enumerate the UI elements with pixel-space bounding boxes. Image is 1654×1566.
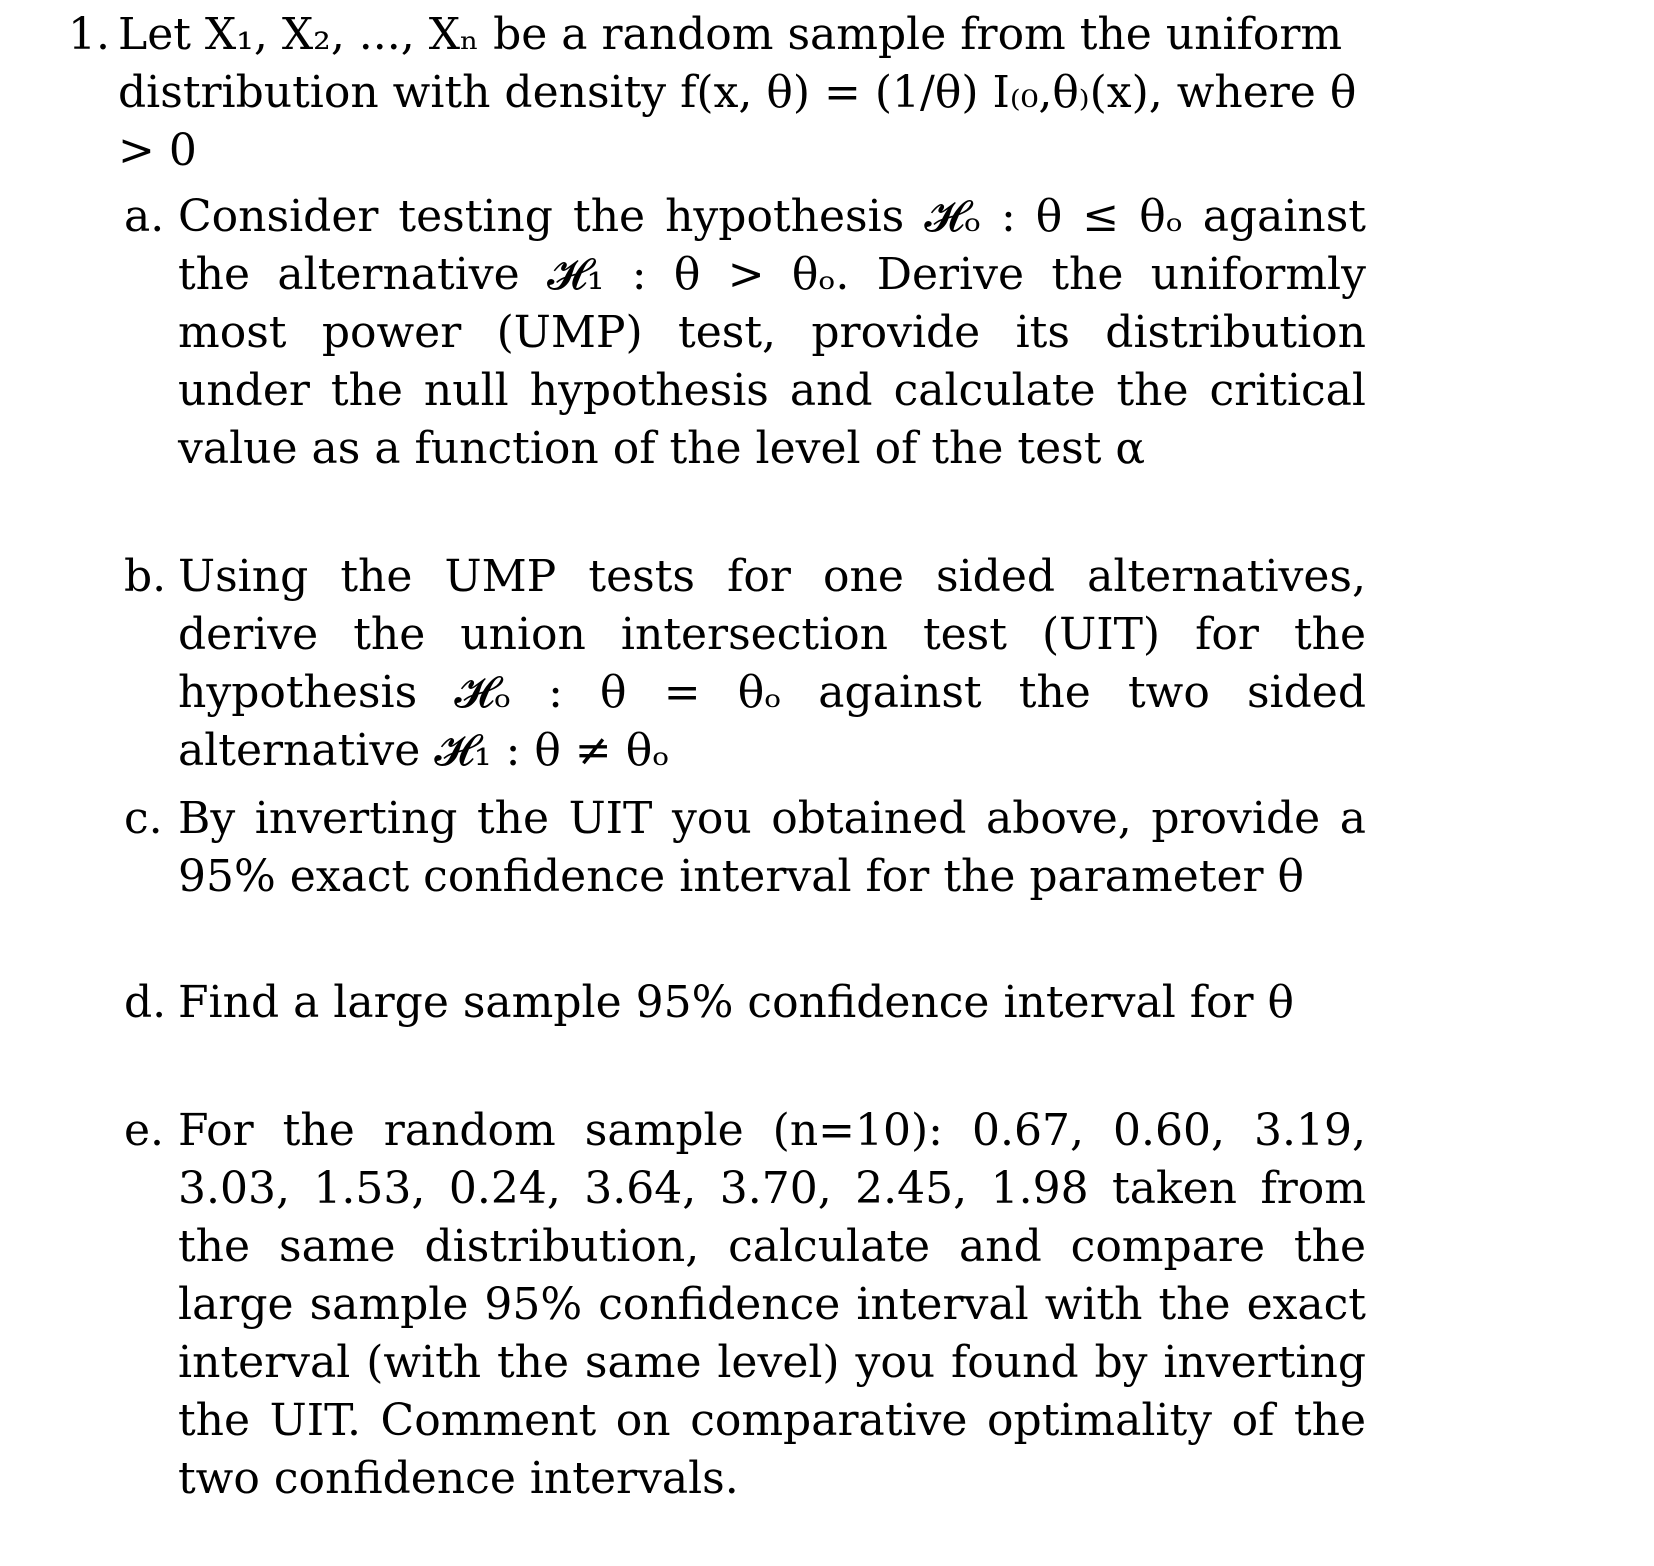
part-text: By inverting the UIT you obtained above, provide a 95% exact confidence interval for the parameter θ: [178, 793, 1366, 902]
part-label: b.: [124, 551, 167, 602]
part-label: a.: [124, 191, 165, 242]
part-text: Consider testing the hypothesis 𝓗ₒ : θ ≤ θₒ against the alternative 𝓗₁ : θ > θₒ. Derive the uniformly most power (UMP) test, provide its distribution under the null hypothesis and calculate the critical value as a function of the level of the test α: [178, 191, 1366, 474]
part-text: Find a large sample 95% confidence interval for θ: [178, 977, 1295, 1028]
part-label: c.: [124, 793, 163, 844]
problem-number: 1.: [68, 9, 110, 60]
part-text: For the random sample (n=10): 0.67, 0.60, 3.19, 3.03, 1.53, 0.24, 3.64, 3.70, 2.45, 1.98 taken from the same distribution, calculate and compare the large sample 95% confidence interval with the exact interval (with the same level) you found by inverting the UIT. Comment on comparative optimality of the two confidence intervals.: [178, 1105, 1366, 1504]
part-text: Using the UMP tests for one sided alternatives, derive the union intersection test (UIT) for the hypothesis 𝓗ₒ : θ = θₒ against the two sided alternative 𝓗₁ : θ ≠ θₒ: [178, 551, 1366, 776]
part-label: e.: [124, 1105, 165, 1156]
part-label: d.: [124, 977, 167, 1028]
problem-text: Let X₁, X₂, ..., Xₙ be a random sample from the uniform distribution with density f(x, θ) = (1/θ) I₍₀,θ₎(x), where θ > 0: [118, 9, 1357, 176]
